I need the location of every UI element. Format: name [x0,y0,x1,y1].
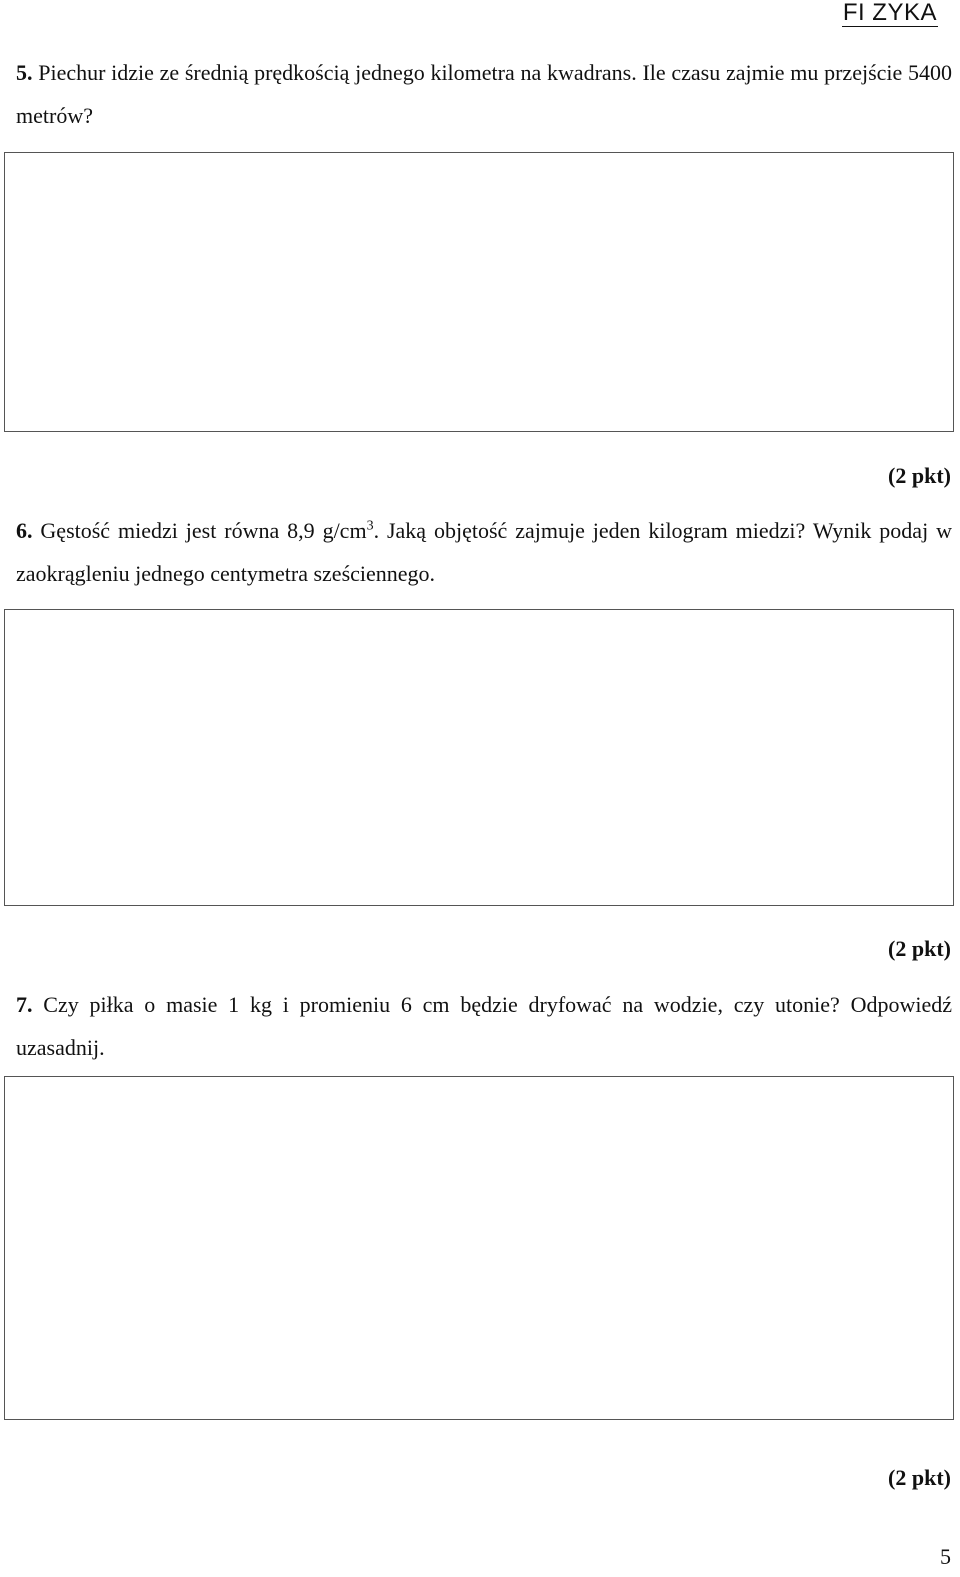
question-6 [16,509,952,595]
answer-box-5[interactable] [4,152,954,432]
question-5 [16,51,952,137]
points-5: (2 pkt) [888,463,951,488]
answer-box-6[interactable] [4,609,954,906]
question-number: 7. [16,992,33,1017]
question-text: Czy piłka o masie 1 kg i promieniu 6 cm będzie dryfować na wodzie, czy utonie? Odpowiedź uzasadnij. [16,992,953,1060]
page-number: 5 [940,1544,951,1569]
question-text-part1: Gęstość miedzi jest równa 8,9 g/cm [40,518,367,543]
superscript: 3 [366,518,374,534]
points-6: (2 pkt) [888,936,951,961]
answer-box-7[interactable] [4,1076,954,1420]
question-number: 6. [16,518,33,543]
question-7 [16,983,952,1069]
subject-header: FI ZYKA [842,0,937,26]
question-text-part2: . Jaką objętość zajmuje jeden kilogram miedzi? Wynik podaj w zaokrągleniu jednego centymetra sześciennego. [16,518,952,586]
question-text: Piechur idzie ze średnią prędkością jednego kilometra na kwadrans. Ile czasu zajmie mu przejście 5400 metrów? [16,60,952,128]
points-7: (2 pkt) [888,1465,951,1490]
question-number: 5. [16,60,33,85]
